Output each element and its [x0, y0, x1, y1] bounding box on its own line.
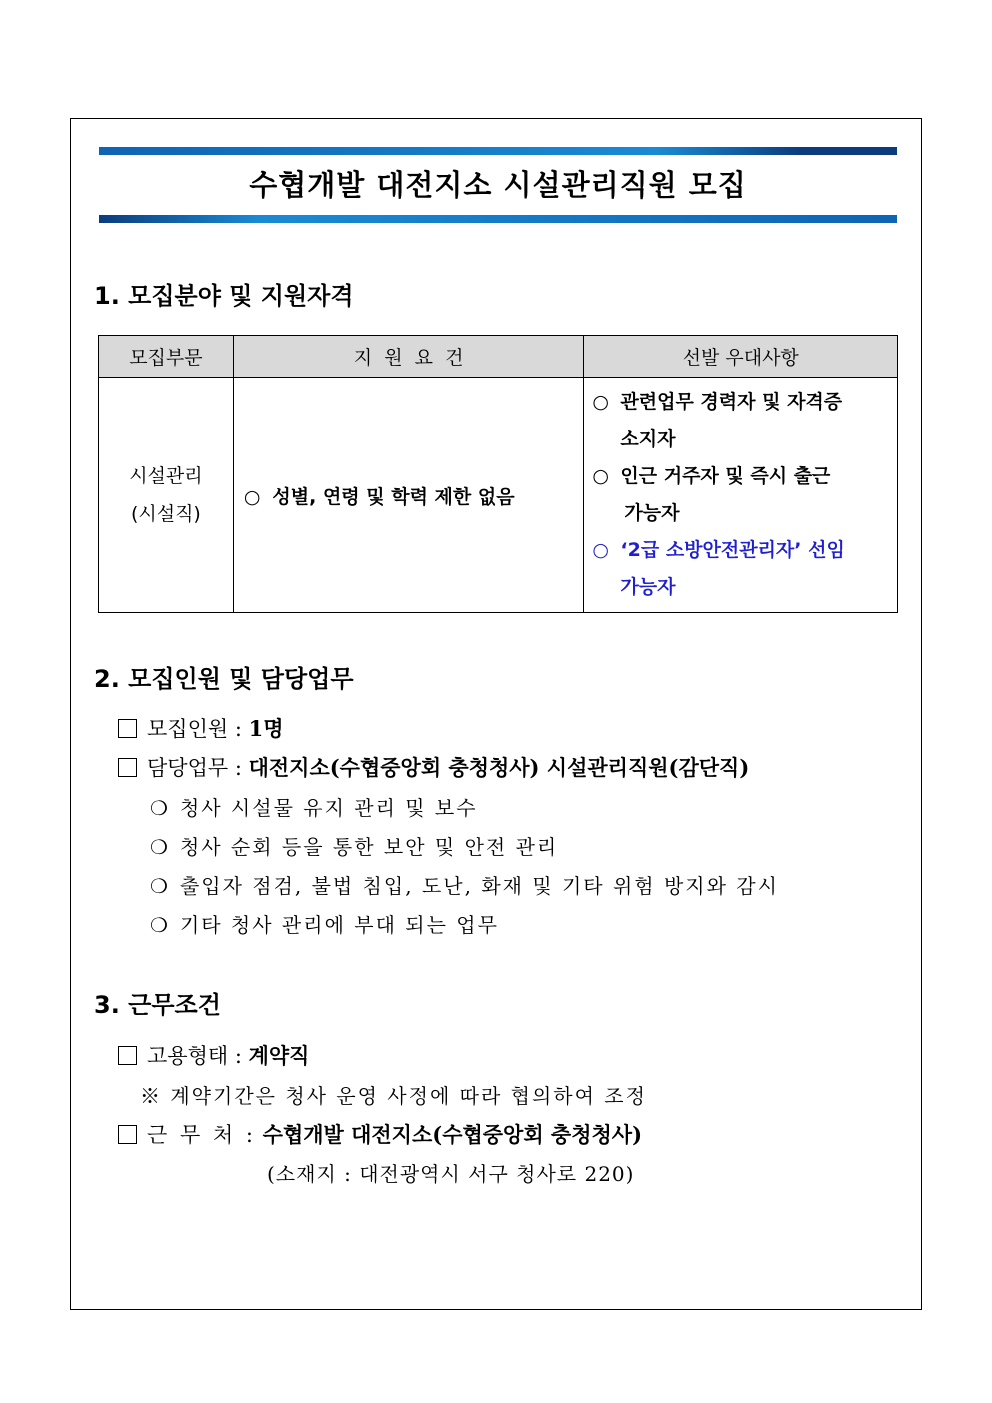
title-bar-bottom: [99, 215, 897, 223]
preference-item: [592, 458, 889, 532]
circle-bullet-icon: ○: [592, 539, 609, 561]
employment-line: [118, 1040, 309, 1070]
recruit-count-line: [118, 713, 284, 743]
requirement-text: 성별, 연령 및 학력 제한 없음: [272, 485, 515, 508]
circle-bullet-icon: ❍: [150, 835, 168, 859]
circle-bullet-icon: ❍: [150, 913, 168, 937]
preference-line: ‘2급 소방안전관리자’ 선임: [620, 539, 845, 561]
circle-bullet-icon: ❍: [150, 874, 168, 898]
header-field: 모집부문: [99, 336, 234, 378]
duty-label: 담당업무 :: [147, 756, 242, 780]
duty-value: 대전지소(수협중앙회 충청청사) 시설관리직원(감단직): [248, 755, 750, 780]
checkbox-square-icon: [118, 1046, 137, 1065]
section-1-heading: 1. 모집분야 및 지원자격: [94, 282, 354, 310]
preference-line: 가능자: [620, 576, 676, 598]
employment-label: 고용형태 :: [147, 1044, 242, 1068]
recruit-count-value: 1명: [248, 716, 284, 741]
table-header-row: [99, 336, 898, 378]
duty-item-text: 기타 청사 관리에 부대 되는 업무: [179, 913, 499, 937]
table-row: [99, 378, 898, 613]
workplace-label: 근 무 처 :: [147, 1123, 256, 1147]
header-preference: 선발 우대사항: [584, 336, 898, 378]
duty-line: [118, 752, 749, 782]
recruitment-table: [98, 335, 898, 613]
preference-item: [592, 384, 889, 458]
document-title: 수협개발 대전지소 시설관리직원 모집: [249, 168, 747, 202]
checkbox-square-icon: [118, 1125, 137, 1144]
circle-bullet-icon: ○: [592, 391, 609, 413]
preference-line: 인근 거주자 및 즉시 출근: [620, 465, 831, 487]
preference-line: 관련업무 경력자 및 자격증: [620, 391, 843, 413]
workplace-value: 수협개발 대전지소(수협중앙회 충청청사): [262, 1122, 643, 1147]
circle-bullet-icon: ○: [592, 465, 609, 487]
preference-cell: [584, 378, 898, 613]
header-requirement: 지 원 요 건: [233, 336, 584, 378]
section-3-heading: 3. 근무조건: [94, 991, 221, 1019]
checkbox-square-icon: [118, 758, 137, 777]
recruit-count-label: 모집인원 :: [147, 717, 242, 741]
list-item: [150, 909, 499, 938]
preference-line: 소지자: [620, 428, 676, 450]
preference-item-highlight: [592, 532, 889, 606]
title-bar-top: [99, 147, 897, 155]
field-name: 시설관리: [129, 465, 203, 487]
preference-line: 가능자: [624, 502, 680, 524]
field-cell: [99, 378, 234, 613]
list-item: [150, 870, 779, 899]
circle-bullet-icon: ○: [243, 485, 261, 508]
circle-bullet-icon: ❍: [150, 796, 168, 820]
duty-item-text: 출입자 점검, 불법 침입, 도난, 화재 및 기타 위험 방지와 감시: [179, 874, 779, 898]
list-item: [150, 831, 558, 860]
contract-note: ※ 계약기간은 청사 운영 사정에 따라 협의하여 조정: [140, 1084, 647, 1108]
field-category: (시설직): [130, 503, 201, 525]
duty-item-text: 청사 시설물 유지 관리 및 보수: [179, 796, 478, 820]
employment-value: 계약직: [248, 1043, 310, 1068]
checkbox-square-icon: [118, 719, 137, 738]
requirement-cell: [233, 378, 584, 613]
section-2-heading: 2. 모집인원 및 담당업무: [94, 665, 354, 693]
address: (소재지 : 대전광역시 서구 청사로 220): [267, 1162, 635, 1186]
list-item: [150, 792, 478, 821]
duty-item-text: 청사 순회 등을 통한 보안 및 안전 관리: [179, 835, 559, 859]
workplace-line: [118, 1119, 642, 1149]
